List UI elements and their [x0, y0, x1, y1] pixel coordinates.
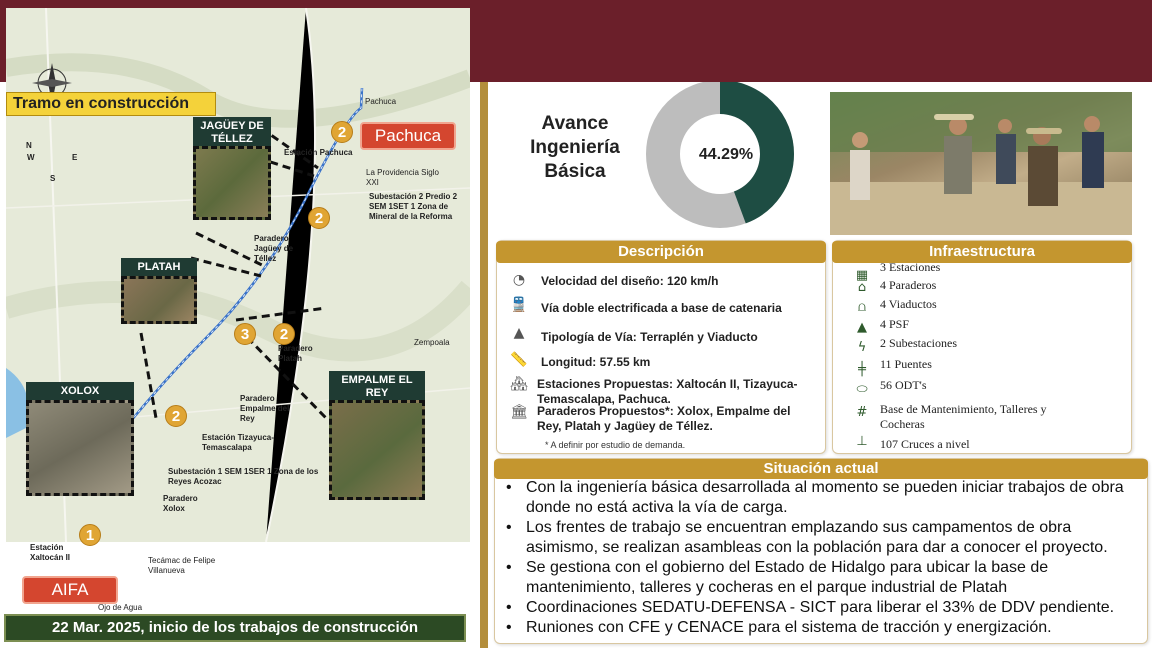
workshop-icon: #	[856, 405, 868, 420]
map-label-estacion-pachuca: Estación Pachuca	[284, 148, 353, 157]
map-label-tecamac: Tecámac de Felipe Villanueva	[148, 556, 216, 575]
city-label-aifa[interactable]: AIFA	[22, 576, 118, 604]
avance-value: 44.29%	[698, 146, 754, 163]
inset-photo-empalme[interactable]	[329, 400, 425, 500]
infra-cruces: 107 Cruces a nivel	[880, 437, 970, 451]
station-count-badge: 1	[79, 524, 101, 546]
station-count-badge: 2	[308, 207, 330, 229]
situacion-item: • Los frentes de trabajo se encuentran emplazando sus campamentos de obra asimismo, se realizan asambleas con la población para dar a conocer el proyecto.	[500, 518, 1128, 558]
drainage-icon: ⬭	[856, 382, 868, 397]
infra-psf: 4 PSF	[880, 317, 910, 331]
panel-divider	[480, 82, 488, 648]
inset-label-empalme: EMPALME EL REY	[329, 371, 425, 403]
map-label-ojo-de-agua: Ojo de Agua	[98, 603, 143, 612]
start-date-banner: 22 Mar. 2025, inicio de los trabajos de construcción	[4, 614, 466, 642]
map-label-paradero-platah: Paradero Platah	[278, 344, 313, 363]
inset-label-jaguey: JAGÜEY DE TÉLLEZ	[193, 117, 271, 149]
inset-label-platah: PLATAH	[121, 258, 197, 278]
infra-paraderos: 4 Paraderos	[880, 278, 937, 292]
situacion-item: • Runiones con CFE y CENACE para el sistema de tracción y energización.	[500, 618, 1128, 638]
compass-e: E	[72, 153, 78, 162]
infra-puentes: 11 Puentes	[880, 357, 932, 371]
psf-icon: ▲	[857, 320, 867, 335]
desc-estaciones: Estaciones Propuestas: Xaltocán II, Tizayuca-Temascalapa, Pachuca.	[537, 377, 798, 406]
desc-velocidad: Velocidad del diseño: 120 km/h	[541, 274, 719, 288]
infra-estaciones: 3 Estaciones	[880, 260, 941, 274]
map-label-la-providencia: La Providencia Siglo XXI	[366, 168, 439, 187]
map-label-estacion-xaltocan: Estación Xaltocán II	[30, 543, 71, 562]
shelter-icon: ⌂	[857, 280, 867, 295]
infra-viaductos: 4 Viaductos	[880, 297, 937, 311]
train-icon: 🚆	[510, 297, 528, 313]
desc-longitud: Longitud: 57.55 km	[541, 355, 651, 369]
station-icon: 🏘	[510, 376, 528, 392]
compass-n: N	[26, 141, 32, 150]
avance-label: Avance Ingeniería Básica	[530, 113, 620, 182]
station-icon: ▦	[855, 268, 869, 283]
map-label-paradero-empalme: Paradero Empalme del Rey	[240, 394, 290, 423]
situacion-list	[500, 478, 1128, 638]
station-count-badge: 3	[234, 323, 256, 345]
inset-photo-jaguey[interactable]	[193, 146, 271, 220]
map-label-zempoala: Zempoala	[414, 338, 450, 347]
lightning-icon: ϟ	[857, 340, 867, 355]
map-label-estacion-tizayuca: Estación Tizayuca-Temascalapa	[202, 433, 274, 452]
desc-footnote: * A definir por estudio de demanda.	[545, 440, 686, 450]
station-count-badge: 2	[165, 405, 187, 427]
speedometer-icon: ◔	[512, 272, 526, 288]
compass-w: W	[27, 153, 35, 162]
desc-via: Vía doble electrificada a base de catenaria	[541, 301, 782, 315]
descripcion-title: Descripción	[496, 241, 826, 263]
map-label-subestacion-2: Subestación 2 Predio 2 SEM 1SET 1 Zona de Mineral de la Reforma	[369, 192, 458, 221]
situacion-title: Situación actual	[494, 459, 1148, 479]
situacion-item: • Se gestiona con el gobierno del Estado de Hidalgo para ubicar la base de mantenimiento, talleres y cocheras en el parque industrial de Platah	[500, 558, 1128, 598]
people-walking-image	[830, 92, 1132, 235]
terrain-icon: ▲	[513, 325, 525, 341]
situacion-item: • Coordinaciones SEDATU-DEFENSA - SICT para liberar el 33% de DDV pendiente.	[500, 598, 1128, 618]
inset-photo-xolox[interactable]	[26, 400, 134, 496]
field-team-photo	[830, 92, 1132, 235]
map-label-pachuca: Pachuca	[365, 97, 397, 106]
map-label-subestacion-1: Subestación 1 SEM 1SER 1 Zona de los Reyes Acozac	[168, 467, 319, 486]
inset-photo-platah[interactable]	[121, 276, 197, 324]
infra-base: Base de Mantenimiento, Talleres y Cocheras	[880, 402, 1047, 431]
construction-tag: Tramo en construcción	[6, 92, 216, 116]
station-count-badge: 2	[331, 121, 353, 143]
infra-odts: 56 ODT's	[880, 378, 927, 392]
compass-s: S	[50, 174, 56, 183]
bridge-icon: ╪	[858, 362, 866, 377]
infra-subestaciones: 2 Subestaciones	[880, 336, 957, 350]
desc-paraderos: Paraderos Propuestos*: Xolox, Empalme del Rey, Platah y Jagüey de Téllez.	[537, 404, 791, 433]
inset-label-xolox: XOLOX	[26, 382, 134, 402]
map-label-paradero-xolox: Paradero Xolox	[163, 494, 198, 513]
desc-tipologia: Tipología de Vía: Terraplén y Viaducto	[541, 330, 758, 344]
city-label-pachuca[interactable]: Pachuca	[360, 122, 456, 150]
crossing-icon: ⊥	[856, 434, 868, 449]
viaduct-icon: ⩍	[857, 300, 867, 315]
situacion-item: • Con la ingeniería básica desarrollada al momento se pueden iniciar trabajos de obra donde no está activa la vía de carga.	[500, 478, 1128, 518]
building-icon: 🏛	[510, 404, 528, 420]
infraestructura-title: Infraestructura	[832, 241, 1132, 263]
station-count-badge: 2	[273, 323, 295, 345]
map-label-paradero-jaguey: Paradero Jagüey de Téllez	[254, 234, 294, 263]
ruler-icon: 📏	[510, 352, 528, 368]
